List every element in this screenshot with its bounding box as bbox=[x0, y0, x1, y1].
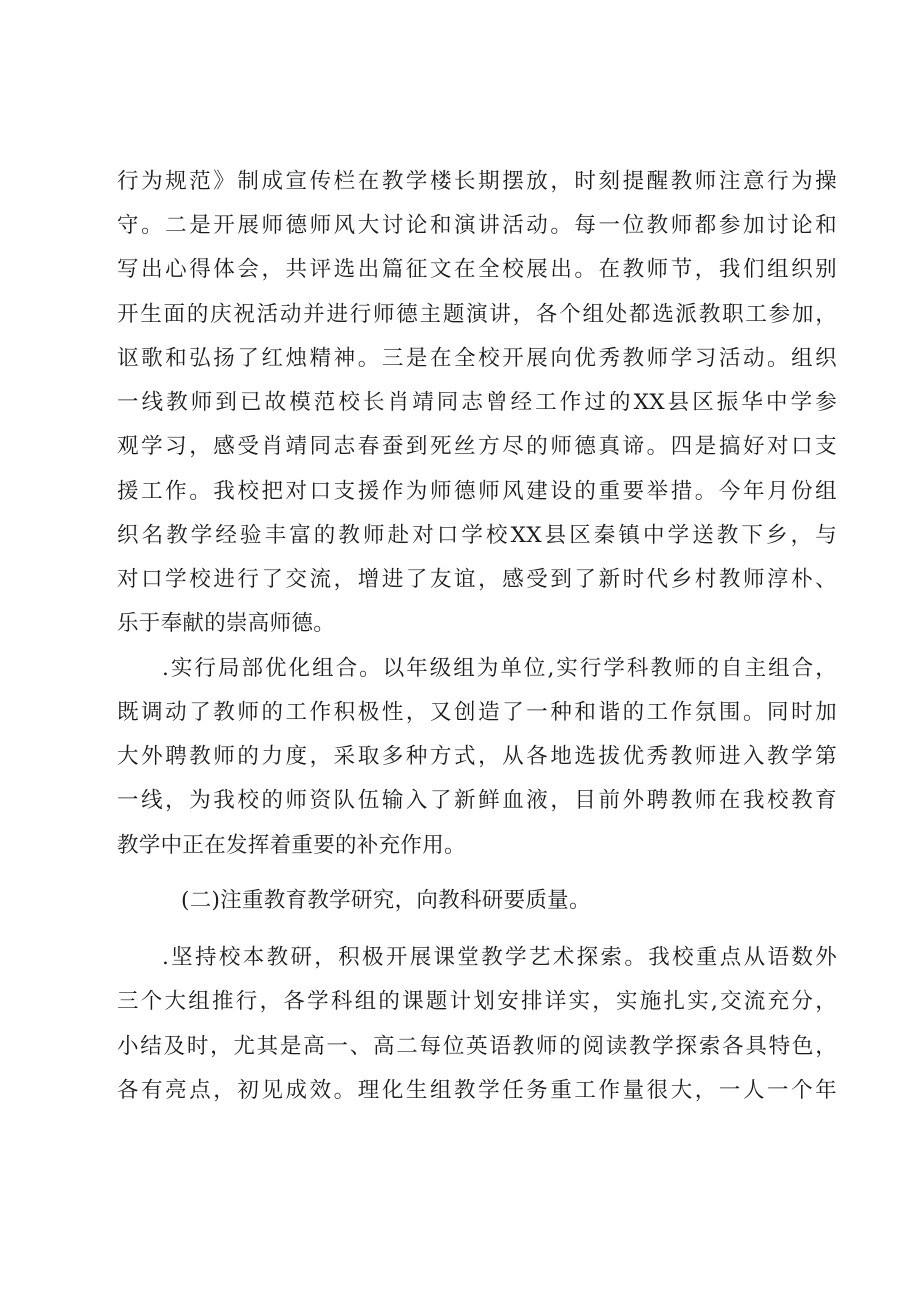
paragraph-1-line-3: 写出心得体会，共评选出篇征文在全校展出。在教师节，我们组织别 bbox=[117, 257, 837, 282]
paragraph-3-line-2: 三个大组推行，各学科组的课题计划安排详实，实施扎实,交流充分， bbox=[117, 989, 837, 1014]
paragraph-1-line-2: 守。二是开展师德师风大讨论和演讲活动。每一位教师都参加讨论和 bbox=[117, 213, 837, 238]
paragraph-1-line-5: 讴歌和弘扬了红烛精神。三是在全校开展向优秀教师学习活动。组织 bbox=[117, 346, 837, 371]
paragraph-3-line-4: 各有亮点，初见成效。理化生组教学任务重工作量很大，一人一个年 bbox=[117, 1078, 837, 1103]
paragraph-2-line-5: 教学中正在发挥着重要的补充作用。 bbox=[117, 833, 466, 858]
paragraph-1-line-6: 一线教师到已故模范校长肖靖同志曾经工作过的XX县区振华中学参 bbox=[117, 390, 837, 415]
paragraph-2-line-1: .实行局部优化组合。以年级组为单位,实行学科教师的自主组合， bbox=[162, 656, 837, 681]
paragraph-2-line-2: 既调动了教师的工作积极性，又创造了一种和谐的工作氛围。同时加 bbox=[117, 700, 837, 725]
paragraph-1-line-11: 乐于奉献的崇高师德。 bbox=[117, 611, 336, 636]
paragraph-1-line-1: 行为规范》制成宣传栏在教学楼长期摆放，时刻提醒教师注意行为操 bbox=[117, 169, 837, 194]
paragraph-1-line-4: 开生面的庆祝活动并进行师德主题演讲，各个组处都选派教职工参加， bbox=[117, 302, 837, 327]
paragraph-1-line-8: 援工作。我校把对口支援作为师德师风建设的重要举措。今年月份组 bbox=[117, 479, 837, 504]
paragraph-2-line-3: 大外聘教师的力度，采取多种方式，从各地选拔优秀教师进入教学第 bbox=[117, 744, 837, 769]
paragraph-1-line-10: 对口学校进行了交流，增进了友谊，感受到了新时代乡村教师淳朴、 bbox=[117, 567, 837, 592]
paragraph-3-line-1: .坚持校本教研，积极开展课堂教学艺术探索。我校重点从语数外 bbox=[162, 945, 837, 970]
paragraph-3-line-3: 小结及时，尤其是高一、高二每位英语教师的阅读教学探索各具特色， bbox=[117, 1034, 837, 1059]
section-heading-2: (二)注重教育教学研究，向教科研要质量。 bbox=[181, 888, 591, 913]
paragraph-1-line-9: 织名教学经验丰富的教师赴对口学校XX县区秦镇中学送教下乡，与 bbox=[117, 523, 837, 548]
paragraph-1-line-7: 观学习，感受肖靖同志春蚕到死丝方尽的师德真谛。四是搞好对口支 bbox=[117, 434, 837, 459]
paragraph-2-line-4: 一线，为我校的师资队伍输入了新鲜血液，目前外聘教师在我校教育 bbox=[117, 788, 837, 813]
